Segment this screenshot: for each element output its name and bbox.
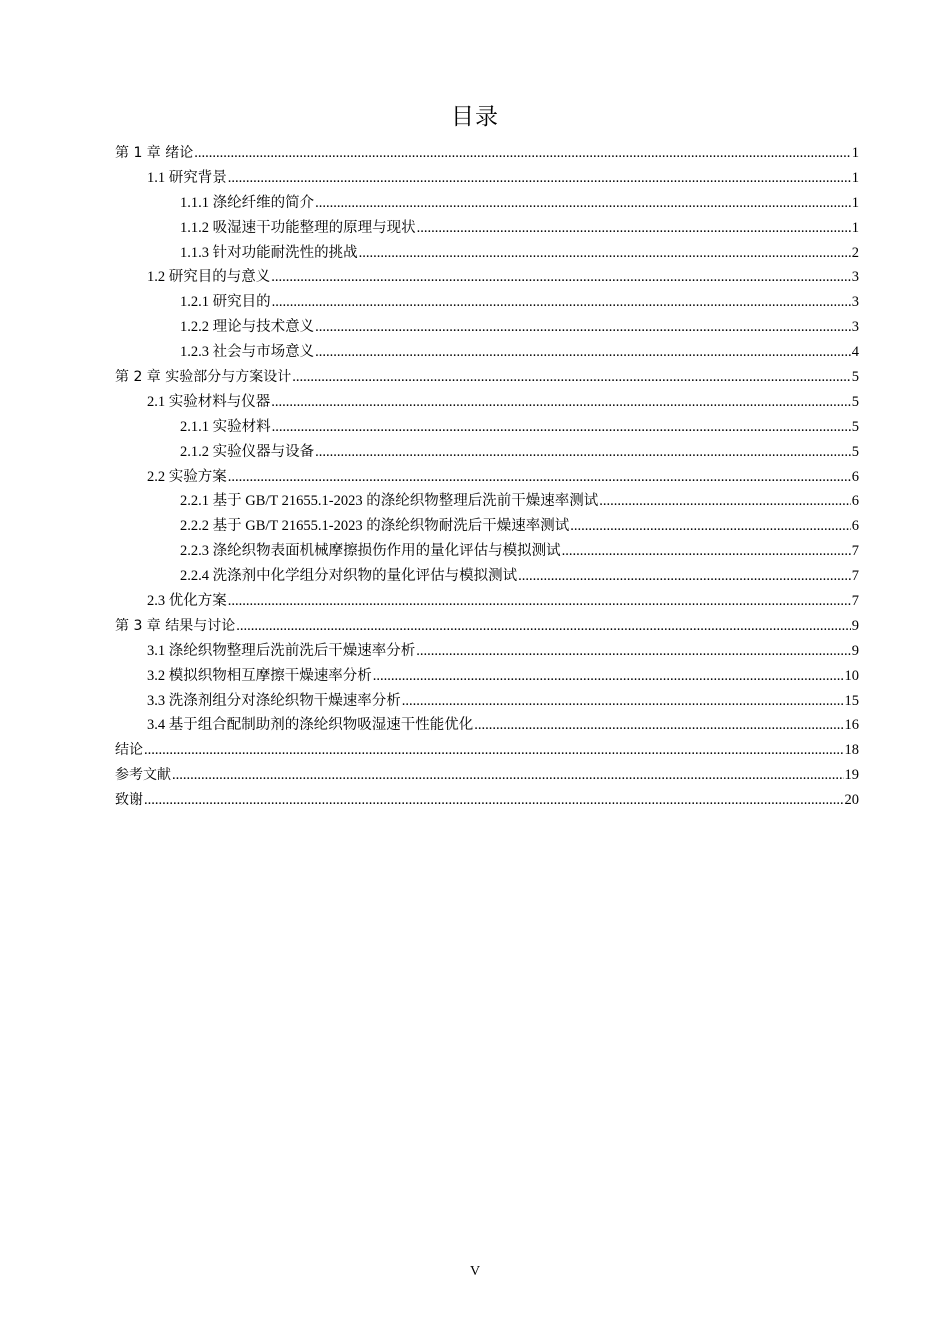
toc-entry-page-number: 5 <box>851 443 859 460</box>
toc-entry-page-number: 7 <box>851 543 859 560</box>
toc-entry-title: 2.2.2 基于 GB/T 21655.1-2023 的涤纶织物耐洗后干燥速率测试 <box>180 518 570 535</box>
toc-dot-leader <box>228 166 851 191</box>
toc-entry-page-number: 1 <box>851 194 859 211</box>
toc-entry-page-number: 5 <box>851 369 859 386</box>
toc-entry[interactable] <box>115 241 859 266</box>
toc-dot-leader <box>315 340 851 365</box>
toc-entry-page-number: 15 <box>844 692 859 709</box>
toc-entry[interactable] <box>115 166 859 191</box>
toc-entry-page-number: 10 <box>844 667 859 684</box>
toc-dot-leader <box>172 763 844 788</box>
toc-entry-page-number: 7 <box>851 568 859 585</box>
toc-entry-title: 2.2.1 基于 GB/T 21655.1-2023 的涤纶织物整理后洗前干燥速率测试 <box>180 493 599 510</box>
toc-entry-page-number: 3 <box>851 319 859 336</box>
toc-dot-leader <box>373 664 844 689</box>
toc-entry-title: 3.3 洗涤剂组分对涤纶织物干燥速率分析 <box>147 692 401 709</box>
toc-entry-title: 2.1 实验材料与仪器 <box>147 393 271 410</box>
toc-dot-leader <box>359 241 851 266</box>
toc-entry-title: 1.1.1 涤纶纤维的简介 <box>180 194 315 211</box>
toc-entry[interactable] <box>115 539 859 564</box>
toc-entry[interactable] <box>115 589 859 614</box>
toc-entry-title: 1.2.3 社会与市场意义 <box>180 344 315 361</box>
toc-dot-leader <box>402 689 844 714</box>
toc-entry-title: 1.1.3 针对功能耐洗性的挑战 <box>180 244 358 261</box>
toc-entry-page-number: 5 <box>851 418 859 435</box>
toc-entry[interactable] <box>115 290 859 315</box>
toc-entry-title: 2.1.2 实验仪器与设备 <box>180 443 315 460</box>
toc-dot-leader <box>518 564 851 589</box>
toc-dot-leader <box>228 589 851 614</box>
toc-dot-leader <box>417 216 851 241</box>
toc-entry-page-number: 19 <box>844 767 859 784</box>
toc-entry-page-number: 5 <box>851 393 859 410</box>
page-number-footer: V <box>469 1264 481 1279</box>
toc-dot-leader <box>272 290 851 315</box>
toc-entry-title: 3.4 基于组合配制助剂的涤纶织物吸湿速干性能优化 <box>147 717 474 734</box>
toc-entry-page-number: 4 <box>851 344 859 361</box>
toc-entry-page-number: 6 <box>851 518 859 535</box>
toc-entry-page-number: 1 <box>851 169 859 186</box>
toc-dot-leader <box>271 265 851 290</box>
toc-entry-title: 第 2 章 实验部分与方案设计 <box>115 369 292 386</box>
toc-dot-leader <box>599 489 851 514</box>
toc-entry-page-number: 18 <box>844 742 859 759</box>
toc-dot-leader <box>144 788 844 813</box>
toc-entry-title: 3.2 模拟织物相互摩擦干燥速率分析 <box>147 667 372 684</box>
toc-dot-leader <box>416 639 851 664</box>
toc-entry[interactable] <box>115 639 859 664</box>
toc-dot-leader <box>144 738 844 763</box>
toc-entry-title: 2.1.1 实验材料 <box>180 418 271 435</box>
toc-dot-leader <box>272 415 851 440</box>
toc-entry[interactable] <box>115 315 859 340</box>
toc-entry-page-number: 6 <box>851 468 859 485</box>
toc-entry-page-number: 1 <box>851 145 859 161</box>
toc-entry-title: 1.2 研究目的与意义 <box>147 269 271 286</box>
toc-dot-leader <box>562 539 851 564</box>
toc-dot-leader <box>271 390 851 415</box>
toc-entry[interactable] <box>115 713 859 738</box>
toc-dot-leader <box>292 365 850 390</box>
toc-entry-title: 参考文献 <box>115 767 171 784</box>
toc-entry[interactable] <box>115 664 859 689</box>
toc-entry-page-number: 6 <box>851 493 859 510</box>
toc-entry[interactable] <box>115 415 859 440</box>
toc-entry-title: 1.2.2 理论与技术意义 <box>180 319 315 336</box>
toc-entry[interactable] <box>115 141 859 166</box>
toc-entry-title: 结论 <box>115 742 143 759</box>
toc-entry-title: 第 3 章 结果与讨论 <box>115 617 236 634</box>
toc-dot-leader <box>236 614 850 639</box>
toc-entry-page-number: 20 <box>844 792 859 809</box>
toc-dot-leader <box>194 141 850 166</box>
toc-entry-title: 1.2.1 研究目的 <box>180 294 271 311</box>
toc-entry[interactable] <box>115 191 859 216</box>
toc-entry[interactable] <box>115 788 859 813</box>
toc-entry-title: 第 1 章 绪论 <box>115 145 194 161</box>
toc-entry-title: 1.1 研究背景 <box>147 169 227 186</box>
toc-entry[interactable] <box>115 489 859 514</box>
toc-entry-page-number: 9 <box>851 617 859 634</box>
toc-entry[interactable] <box>115 738 859 763</box>
toc-entry[interactable] <box>115 564 859 589</box>
toc-dot-leader <box>474 713 843 738</box>
table-of-contents <box>115 141 859 813</box>
toc-entry-page-number: 3 <box>851 269 859 286</box>
toc-dot-leader <box>570 514 851 539</box>
toc-entry-title: 2.2.4 洗涤剂中化学组分对织物的量化评估与模拟测试 <box>180 568 518 585</box>
toc-entry[interactable] <box>115 689 859 714</box>
toc-entry-page-number: 16 <box>844 717 859 734</box>
toc-entry[interactable] <box>115 340 859 365</box>
toc-entry-title: 致谢 <box>115 792 143 809</box>
toc-dot-leader <box>315 315 851 340</box>
toc-entry-title: 2.2 实验方案 <box>147 468 227 485</box>
toc-dot-leader <box>315 440 851 465</box>
toc-entry[interactable] <box>115 365 859 390</box>
toc-entry-title: 2.3 优化方案 <box>147 593 227 610</box>
toc-entry[interactable] <box>115 440 859 465</box>
toc-entry[interactable] <box>115 763 859 788</box>
toc-entry[interactable] <box>115 216 859 241</box>
toc-entry[interactable] <box>115 390 859 415</box>
toc-entry-title: 2.2.3 涤纶织物表面机械摩擦损伤作用的量化评估与模拟测试 <box>180 543 561 560</box>
toc-entry[interactable] <box>115 465 859 490</box>
toc-entry-page-number: 3 <box>851 294 859 311</box>
toc-entry[interactable] <box>115 514 859 539</box>
toc-entry-page-number: 2 <box>851 244 859 261</box>
toc-entry-page-number: 7 <box>851 593 859 610</box>
toc-entry[interactable] <box>115 614 859 639</box>
toc-dot-leader <box>315 191 851 216</box>
toc-entry-page-number: 9 <box>851 642 859 659</box>
toc-title: 目录 <box>451 104 499 129</box>
toc-entry[interactable] <box>115 265 859 290</box>
toc-entry-page-number: 1 <box>851 219 859 236</box>
toc-entry-title: 3.1 涤纶织物整理后洗前洗后干燥速率分析 <box>147 642 416 659</box>
toc-entry-title: 1.1.2 吸湿速干功能整理的原理与现状 <box>180 219 416 236</box>
toc-dot-leader <box>228 465 851 490</box>
